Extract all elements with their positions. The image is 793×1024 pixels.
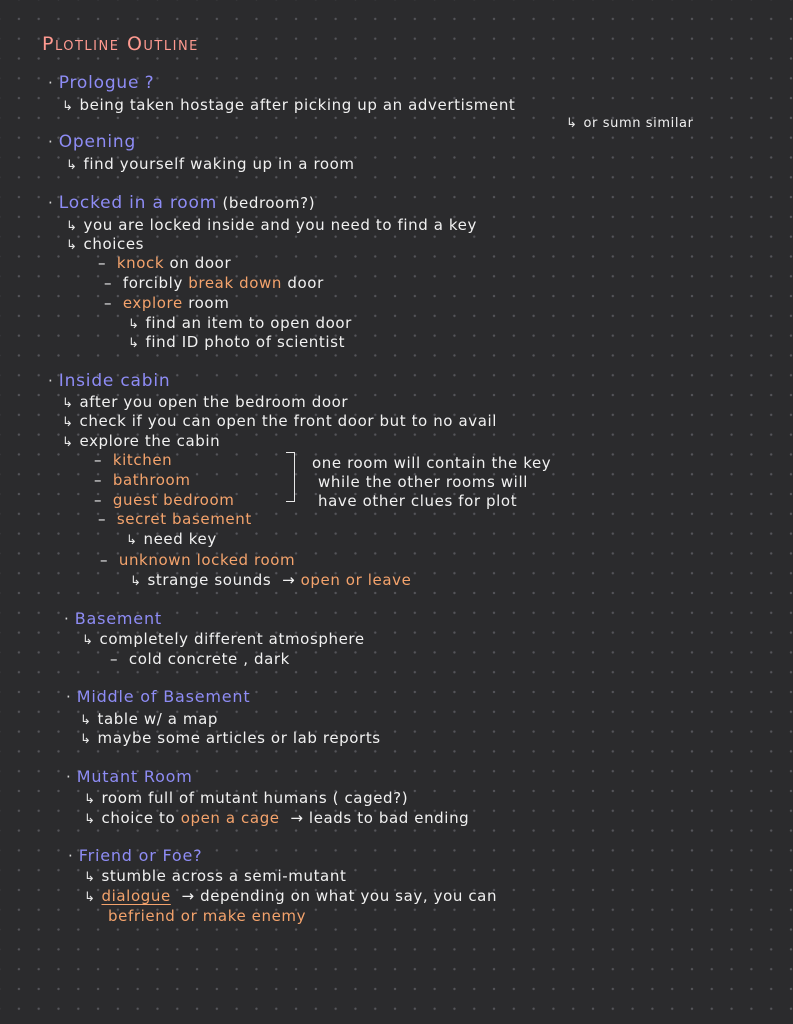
arrow-icon: ↳ <box>66 219 78 234</box>
locked-line: ↳ you are locked inside and you need to find a key <box>66 216 477 234</box>
friend-outcome: befriend or make enemy <box>108 907 307 925</box>
bullet-icon: · <box>48 74 59 92</box>
arrow-icon: ↳ <box>66 238 78 253</box>
arrow-icon: ↳ <box>84 792 96 807</box>
arrow-right-icon: → <box>285 809 309 827</box>
bullet-icon: · <box>48 133 59 151</box>
arrow-icon: ↳ <box>62 396 74 411</box>
arrow-icon: ↳ <box>84 812 96 827</box>
cabin-line: ↳ check if you can open the front door but to no avail <box>62 412 498 430</box>
arrow-icon: ↳ <box>80 732 92 747</box>
choice-item: – forcibly break down door <box>104 274 324 292</box>
section-locked-heading: · Locked in a room (bedroom?) <box>48 193 316 213</box>
explore-line: ↳ find ID photo of scientist <box>128 333 346 351</box>
unknown-note: ↳ strange sounds → open or leave <box>130 571 412 589</box>
bullet-icon: · <box>64 610 75 628</box>
arrow-icon: ↳ <box>62 415 74 430</box>
cabin-line: ↳ explore the cabin <box>62 432 221 450</box>
explore-line: ↳ find an item to open door <box>128 314 352 332</box>
locked-choices-label: ↳ choices <box>66 235 145 253</box>
room-note: while the other rooms will <box>318 473 528 491</box>
arrow-right-icon: → <box>176 887 201 905</box>
section-cabin-heading: · Inside cabin <box>48 371 171 391</box>
section-mutant-heading: · Mutant Room <box>66 767 193 786</box>
basement-detail: – cold concrete , dark <box>110 650 290 668</box>
section-middle-heading: · Middle of Basement <box>66 687 251 706</box>
arrow-icon: ↳ <box>130 574 142 589</box>
room-item: – kitchen <box>94 451 173 469</box>
unknown-item: – unknown locked room <box>100 551 296 569</box>
arrow-right-icon: → <box>276 571 301 589</box>
arrow-icon: ↳ <box>62 99 74 114</box>
section-friend-heading: · Friend or Foe? <box>68 846 203 865</box>
arrow-icon: ↳ <box>566 116 578 131</box>
secret-note: ↳ need key <box>126 530 217 548</box>
arrow-icon: ↳ <box>66 158 78 173</box>
bracket-icon <box>286 452 295 502</box>
basement-line: ↳ completely different atmosphere <box>82 630 365 648</box>
bullet-icon: · <box>48 194 59 212</box>
section-basement-heading: · Basement <box>64 609 162 628</box>
mutant-choice: ↳ choice to open a cage → leads to bad ending <box>84 809 470 827</box>
middle-line: ↳ maybe some articles or lab reports <box>80 729 381 747</box>
bullet-icon: · <box>68 847 79 865</box>
bullet-icon: · <box>66 688 77 706</box>
section-prologue-heading: · Prologue ? <box>48 73 155 93</box>
middle-line: ↳ table w/ a map <box>80 710 219 728</box>
opening-line: ↳ find yourself waking up in a room <box>66 155 355 173</box>
arrow-icon: ↳ <box>82 633 94 648</box>
arrow-icon: ↳ <box>126 533 138 548</box>
mutant-line: ↳ room full of mutant humans ( caged?) <box>84 789 409 807</box>
arrow-icon: ↳ <box>80 713 92 728</box>
room-item: – guest bedroom <box>94 491 235 509</box>
choice-item: – explore room <box>104 294 230 312</box>
secret-item: – secret basement <box>98 510 252 528</box>
arrow-icon: ↳ <box>128 317 140 332</box>
arrow-icon: ↳ <box>84 890 96 905</box>
friend-dialogue: ↳ dialogue → depending on what you say, you can <box>84 887 498 905</box>
page-title: Plotline Outline <box>42 33 199 55</box>
arrow-icon: ↳ <box>84 870 96 885</box>
friend-line: ↳ stumble across a semi-mutant <box>84 867 347 885</box>
room-item: – bathroom <box>94 471 191 489</box>
room-note: have other clues for plot <box>318 492 518 510</box>
choice-item: – knock on door <box>98 254 232 272</box>
bullet-icon: · <box>66 768 77 786</box>
prologue-note: ↳ or sumn similar <box>566 116 694 131</box>
cabin-line: ↳ after you open the bedroom door <box>62 393 349 411</box>
bullet-icon: · <box>48 372 59 390</box>
arrow-icon: ↳ <box>128 336 140 351</box>
arrow-icon: ↳ <box>62 435 74 450</box>
room-note: one room will contain the key <box>312 454 552 472</box>
section-opening-heading: · Opening <box>48 132 137 152</box>
prologue-line: ↳ being taken hostage after picking up an advertisment <box>62 96 516 114</box>
